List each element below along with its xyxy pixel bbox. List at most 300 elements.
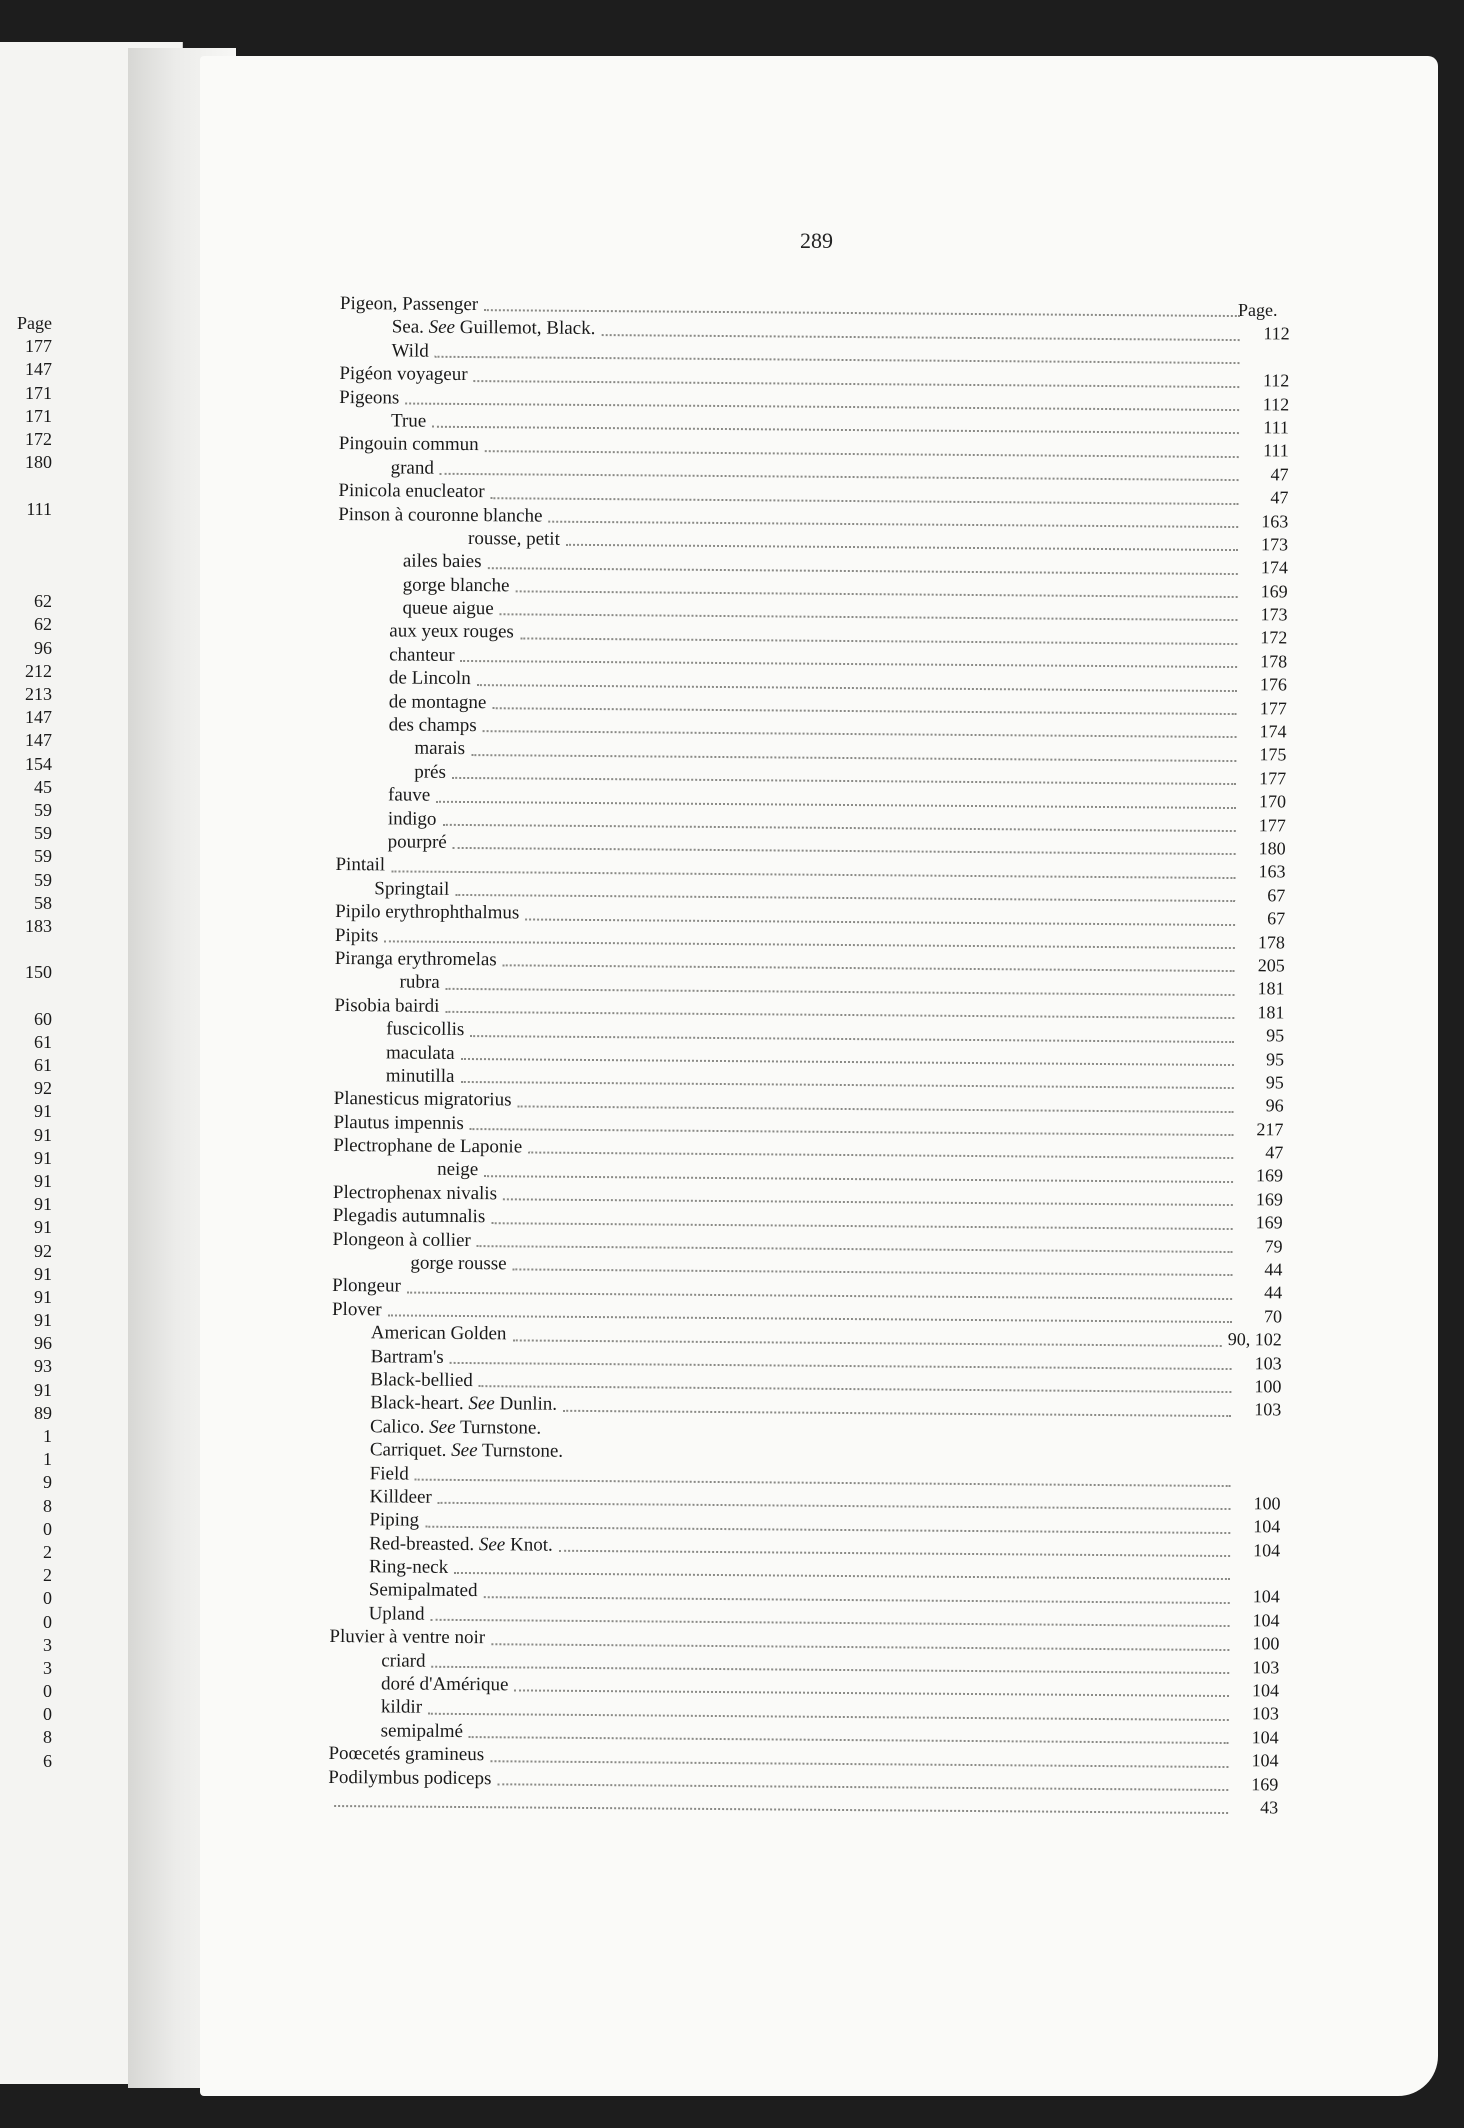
- page-reference: 163: [1258, 861, 1286, 882]
- page-reference: 181: [1257, 1001, 1285, 1023]
- page-reference: 173: [1260, 534, 1289, 555]
- left-page-number: 91: [34, 1147, 52, 1168]
- left-page-number: 45: [34, 776, 52, 797]
- index-term-text: Wild: [391, 340, 429, 362]
- index-term-text: rubra: [399, 971, 440, 994]
- left-page-number: 61: [34, 1031, 52, 1052]
- see-reference: Guillemot, Black.: [459, 317, 596, 340]
- dot-leader: [460, 1081, 1233, 1089]
- dot-leader: [334, 1805, 1228, 1814]
- index-term-text: pourpré: [387, 831, 447, 853]
- left-page-number: 150: [25, 962, 52, 983]
- index-term-text: Pinicola enucleator: [338, 480, 485, 503]
- left-page-number: 3: [43, 1634, 52, 1655]
- dot-leader: [438, 1502, 1231, 1510]
- see-label: See: [468, 1393, 495, 1415]
- dot-leader: [513, 1269, 1233, 1277]
- index-term-text: Pipilo erythrophthalmus: [335, 901, 520, 924]
- page-reference: 173: [1260, 604, 1288, 625]
- dot-leader: [470, 1035, 1234, 1043]
- index-term-text: ailes baies: [402, 550, 482, 573]
- index-term-text: maculata: [385, 1041, 455, 1064]
- dot-leader: [528, 1152, 1233, 1160]
- dot-leader: [450, 1362, 1232, 1370]
- index-term: [339, 363, 467, 386]
- index-term: [332, 1299, 382, 1321]
- index-term-text: gorge rousse: [410, 1252, 507, 1275]
- index-list: [328, 293, 1290, 1821]
- left-page-number: 0: [43, 1611, 52, 1632]
- page-reference: 177: [1259, 697, 1287, 719]
- left-page-number: 212: [25, 660, 52, 681]
- page-reference: 104: [1251, 1727, 1279, 1748]
- page-reference: 104: [1252, 1586, 1280, 1607]
- index-term: [370, 1393, 557, 1416]
- index-term-text: marais: [414, 738, 466, 760]
- dot-leader: [484, 1175, 1233, 1183]
- left-page-number: 0: [43, 1588, 52, 1609]
- left-page-number: 9: [43, 1472, 52, 1493]
- index-term-text: Springtail: [374, 878, 450, 900]
- dot-leader: [425, 1525, 1230, 1533]
- left-page-number: 91: [34, 1263, 52, 1284]
- dot-leader: [491, 1643, 1229, 1651]
- index-term-text: de montagne: [388, 691, 487, 713]
- left-page-number: 62: [34, 591, 52, 612]
- index-term-text: Plautus impennis: [333, 1111, 464, 1134]
- left-page-number: 93: [34, 1356, 52, 1377]
- index-term-text: Pipits: [334, 924, 379, 946]
- index-term: [338, 480, 484, 503]
- dot-leader: [435, 356, 1240, 364]
- page-reference: 111: [1263, 440, 1289, 461]
- dot-leader: [492, 707, 1236, 715]
- dot-leader: [470, 1128, 1234, 1136]
- index-term: [391, 457, 434, 479]
- dot-leader: [461, 1058, 1234, 1066]
- left-page-number: 89: [34, 1402, 52, 1423]
- index-term-text: doré d'Amérique: [380, 1673, 509, 1696]
- page-reference: 205: [1257, 955, 1285, 976]
- left-page-number: 0: [43, 1681, 52, 1702]
- index-term-text: Pingouin commun: [338, 433, 479, 456]
- index-term-text: American Golden: [370, 1322, 507, 1345]
- index-term-text: Field: [369, 1462, 409, 1485]
- page-reference: 169: [1255, 1212, 1283, 1233]
- left-page-number: 91: [34, 1286, 52, 1307]
- left-page-number: 1: [43, 1449, 52, 1470]
- dot-leader: [432, 426, 1239, 434]
- index-term-text: Plover: [331, 1298, 382, 1321]
- index-term: [328, 1767, 491, 1790]
- index-term: [335, 854, 385, 876]
- index-term-text: Pigéon voyageur: [339, 363, 468, 386]
- dot-leader: [445, 1011, 1234, 1019]
- index-term-text: Planesticus migratorius: [333, 1088, 512, 1111]
- dot-leader: [566, 544, 1238, 551]
- index-term-text: Semipalmated: [368, 1579, 478, 1602]
- index-term: [370, 1439, 563, 1463]
- index-term-text: Carriquet.: [369, 1439, 447, 1462]
- page-reference: 163: [1261, 510, 1289, 531]
- index-term: [388, 831, 447, 853]
- index-term-text: Red-breasted.: [369, 1532, 475, 1555]
- left-page-number: 0: [43, 1704, 52, 1725]
- left-page-number: 180: [25, 452, 52, 473]
- index-term: [370, 1463, 409, 1485]
- page-reference: 170: [1258, 791, 1287, 812]
- index-term: [338, 504, 542, 528]
- dot-leader: [484, 310, 1240, 318]
- index-term: [381, 1650, 425, 1672]
- index-term-text: Black-heart.: [370, 1392, 464, 1415]
- dot-leader: [452, 777, 1236, 785]
- left-page-number: 8: [43, 1495, 52, 1516]
- left-page-number: 91: [34, 1310, 52, 1331]
- index-term: [374, 878, 449, 901]
- index-term: [403, 574, 510, 597]
- page-reference: 172: [1260, 627, 1288, 648]
- dot-leader: [559, 1550, 1230, 1557]
- dot-leader: [512, 1339, 1221, 1347]
- index-term: [369, 1486, 431, 1508]
- index-term: [437, 1159, 478, 1181]
- index-term: [388, 808, 437, 830]
- index-term-text: neige: [437, 1159, 479, 1181]
- left-page-number: Page: [17, 313, 52, 333]
- page-reference: 104: [1253, 1539, 1281, 1561]
- left-page-number: [0, 474, 52, 497]
- index-term-text: Pisobia bairdi: [334, 994, 440, 1017]
- index-term: [332, 1275, 401, 1298]
- index-term-text: de Lincoln: [388, 667, 471, 690]
- index-term: [386, 1042, 455, 1065]
- left-page-number: [0, 938, 52, 961]
- left-page-number: [0, 521, 52, 544]
- left-page-number: 58: [34, 892, 52, 913]
- left-page-number: 92: [34, 1078, 52, 1099]
- dot-leader: [388, 1315, 1232, 1324]
- index-term-text: Poœcetés gramineus: [328, 1743, 485, 1766]
- index-term: [339, 433, 479, 456]
- index-term-text: Plegadis autumnalis: [332, 1205, 486, 1228]
- page-column-label: Page.: [1238, 300, 1278, 320]
- page-reference: 169: [1255, 1189, 1283, 1210]
- page-reference: 217: [1256, 1118, 1284, 1140]
- left-page-number: 96: [34, 637, 52, 658]
- index-term-text: des champs: [388, 714, 477, 737]
- dot-leader: [440, 473, 1239, 481]
- index-term: [369, 1556, 448, 1579]
- page-reference: 47: [1270, 487, 1289, 508]
- index-term-text: Bartram's: [370, 1345, 444, 1368]
- left-page-number: 171: [25, 382, 52, 403]
- index-term-text: Killdeer: [369, 1486, 432, 1508]
- left-page-number: 6: [43, 1750, 52, 1771]
- see-label: See: [429, 1416, 456, 1438]
- dot-leader: [563, 1410, 1231, 1417]
- dot-leader: [455, 894, 1235, 902]
- dot-leader: [391, 870, 1235, 879]
- dot-leader: [442, 824, 1235, 832]
- index-term-text: Calico.: [370, 1416, 425, 1438]
- index-term: [386, 1018, 464, 1041]
- dot-leader: [477, 1245, 1233, 1253]
- page-reference: 176: [1259, 674, 1288, 695]
- page-reference: 104: [1251, 1750, 1279, 1771]
- left-page-number: 60: [34, 1008, 52, 1029]
- index-term-text: kildir: [380, 1696, 423, 1719]
- left-page-number: 91: [34, 1379, 52, 1400]
- index-term: [402, 598, 493, 621]
- page-reference: 67: [1267, 885, 1286, 906]
- page-reference: 177: [1259, 768, 1287, 789]
- index-term: [391, 340, 428, 362]
- dot-leader: [497, 1783, 1228, 1791]
- page-reference: 174: [1259, 721, 1287, 742]
- dot-leader: [453, 847, 1236, 855]
- left-page-numbers: [0, 312, 52, 1773]
- index-term: [328, 1743, 484, 1766]
- index-term: [381, 1697, 422, 1719]
- index-term-text: aux yeux rouges: [389, 620, 514, 643]
- page-reference: 103: [1254, 1399, 1282, 1420]
- index-term-text: True: [390, 410, 427, 432]
- index-term-text: Ring-neck: [368, 1556, 449, 1578]
- index-term: [370, 1369, 473, 1392]
- left-page-number: 62: [34, 614, 52, 635]
- left-page-number: 96: [34, 1333, 52, 1354]
- see-reference: Dunlin.: [499, 1393, 558, 1416]
- index-term-text: semipalmé: [380, 1720, 464, 1742]
- index-term-text: Podilymbus podiceps: [328, 1766, 492, 1789]
- page-reference: 44: [1264, 1259, 1283, 1280]
- page-reference: 104: [1251, 1680, 1280, 1701]
- page-reference: 178: [1257, 931, 1286, 952]
- index-term-text: fuscicollis: [386, 1018, 465, 1041]
- dot-leader: [483, 1596, 1229, 1604]
- index-term-text: criard: [381, 1650, 426, 1672]
- dot-leader: [446, 988, 1235, 996]
- left-page-number: 59: [34, 823, 52, 844]
- dot-leader: [515, 590, 1237, 598]
- page-reference: 104: [1252, 1610, 1280, 1631]
- left-page-number: 91: [34, 1170, 52, 1191]
- page-reference: 103: [1252, 1656, 1280, 1678]
- left-page-number: 91: [34, 1194, 52, 1215]
- index-term-text: Pintail: [335, 854, 386, 876]
- index-term: [414, 761, 446, 783]
- index-term: [381, 1720, 463, 1743]
- left-page-number: [0, 567, 52, 590]
- index-term: [332, 1229, 470, 1252]
- see-label: See: [451, 1440, 478, 1462]
- index-term: [410, 1253, 506, 1276]
- left-page-number: 92: [34, 1240, 52, 1261]
- dot-leader: [405, 402, 1239, 411]
- page-reference: 67: [1267, 908, 1286, 929]
- page-reference: 95: [1265, 1048, 1285, 1069]
- see-reference: Knot.: [509, 1534, 553, 1556]
- index-term-text: Plectrophane de Laponie: [333, 1135, 523, 1158]
- index-term: [371, 1322, 507, 1345]
- index-term-text: minutilla: [385, 1065, 455, 1087]
- dot-leader: [474, 380, 1240, 388]
- page-reference: 44: [1264, 1282, 1283, 1303]
- index-term: [334, 1088, 512, 1111]
- dot-leader: [487, 567, 1237, 575]
- dot-leader: [469, 1736, 1229, 1744]
- dot-leader: [436, 800, 1236, 808]
- index-term: [392, 317, 596, 341]
- index-term-text: Pigeons: [339, 386, 400, 409]
- page-number: 289: [800, 228, 833, 253]
- index-term-text: Plectrophenax nivalis: [332, 1181, 498, 1205]
- index-term: [386, 1065, 455, 1088]
- index-term-text: Pigeon, Passenger: [339, 293, 479, 316]
- index-term: [403, 551, 482, 574]
- page-reference: 47: [1265, 1142, 1284, 1163]
- page-reference: 112: [1262, 370, 1290, 391]
- left-page-number: 154: [25, 753, 52, 774]
- page-reference: 174: [1260, 557, 1288, 578]
- page-reference: 112: [1262, 393, 1290, 415]
- index-term: [369, 1510, 419, 1532]
- left-page-number: 147: [25, 359, 52, 380]
- dot-leader: [477, 684, 1237, 692]
- index-term: [339, 387, 399, 409]
- index-term-text: fauve: [387, 784, 431, 806]
- page-reference: 47: [1270, 464, 1289, 485]
- page-reference: 43: [1260, 1797, 1279, 1818]
- left-page-number: 0: [43, 1518, 52, 1539]
- dot-leader: [491, 1222, 1232, 1230]
- index-term-text: Upland: [368, 1603, 425, 1625]
- dot-leader: [431, 1619, 1230, 1627]
- index-term: [381, 1673, 509, 1696]
- dot-leader: [471, 754, 1236, 762]
- left-page-number: 177: [25, 336, 52, 357]
- dot-leader: [503, 1199, 1233, 1207]
- page-reference: 169: [1260, 580, 1288, 602]
- page-reference: 100: [1253, 1493, 1281, 1514]
- page-reference: 181: [1257, 978, 1285, 999]
- dot-leader: [432, 1666, 1230, 1674]
- index-term-text: Sea.: [391, 316, 425, 339]
- index-term-text: queue aigue: [402, 597, 494, 620]
- left-page-number: 8: [43, 1727, 52, 1748]
- left-page-number: 59: [34, 869, 52, 890]
- dot-leader: [525, 918, 1235, 926]
- page-reference: 111: [1263, 417, 1290, 438]
- left-page-number: 147: [25, 707, 52, 728]
- dot-leader: [415, 1479, 1231, 1487]
- left-page-number: 111: [26, 498, 52, 519]
- dot-leader: [454, 1572, 1230, 1580]
- page-reference: 70: [1263, 1306, 1283, 1327]
- index-term-text: gorge blanche: [402, 574, 510, 597]
- dot-leader: [491, 497, 1239, 505]
- index-term-text: Plongeur: [332, 1275, 401, 1297]
- dot-leader: [490, 1760, 1228, 1768]
- page-reference: 90, 102: [1227, 1329, 1282, 1350]
- left-page-number: 3: [43, 1657, 52, 1678]
- page-reference: 175: [1259, 744, 1287, 765]
- left-page-number: 2: [43, 1541, 52, 1562]
- index-term: [468, 528, 560, 551]
- index-term: [389, 644, 455, 667]
- index-term: [335, 925, 378, 947]
- left-page-number: [0, 984, 52, 1007]
- index-term-text: Black-bellied: [370, 1369, 473, 1392]
- index-term: [371, 1346, 444, 1369]
- index-term: [333, 1135, 522, 1158]
- index-term-text: Plongeon à collier: [332, 1228, 471, 1251]
- index-term: [389, 668, 471, 691]
- page-reference: 79: [1264, 1235, 1283, 1257]
- index-term: [335, 948, 497, 971]
- page-reference: 112: [1263, 323, 1290, 344]
- index-term: [329, 1626, 485, 1649]
- dot-leader: [517, 1105, 1233, 1113]
- index-term: [333, 1205, 486, 1228]
- left-page-number: 91: [34, 1124, 52, 1145]
- page-reference: 180: [1258, 838, 1286, 859]
- page-reference: 100: [1254, 1376, 1282, 1397]
- page-reference: 177: [1258, 814, 1286, 836]
- left-page-number: 183: [25, 915, 52, 936]
- left-page-number: 59: [34, 846, 52, 867]
- left-page-number: 59: [34, 799, 52, 820]
- page-reference: 169: [1256, 1165, 1284, 1186]
- index-term-text: grand: [390, 457, 434, 479]
- left-page-number: 213: [25, 684, 52, 704]
- index-term: [333, 1182, 497, 1205]
- index-term: [389, 691, 487, 714]
- dot-leader: [384, 940, 1235, 949]
- page-reference: 95: [1265, 1072, 1284, 1093]
- index-term: [369, 1580, 478, 1603]
- page-reference: 96: [1265, 1095, 1284, 1116]
- index-term-text: prés: [414, 761, 446, 783]
- page-reference: 100: [1252, 1633, 1280, 1654]
- index-term: [414, 738, 465, 760]
- dot-leader: [461, 660, 1238, 668]
- index-term-text: Piranga erythromelas: [334, 947, 497, 971]
- dot-leader: [548, 521, 1238, 528]
- dot-leader: [514, 1690, 1229, 1698]
- left-page-number: 2: [43, 1565, 52, 1586]
- see-reference: Turnstone.: [459, 1416, 542, 1439]
- page-reference: 103: [1251, 1703, 1279, 1724]
- index-term: [370, 1416, 541, 1439]
- index-term-text: Piping: [369, 1509, 420, 1531]
- left-page-number: 147: [25, 730, 52, 751]
- index-term: [388, 785, 430, 807]
- dot-leader: [479, 1385, 1232, 1393]
- dot-leader: [500, 614, 1238, 622]
- left-page-number: 61: [34, 1055, 52, 1075]
- see-label: See: [428, 317, 456, 339]
- see-reference: Turnstone.: [481, 1440, 564, 1462]
- index-term: [389, 714, 477, 737]
- index-term-text: indigo: [387, 807, 437, 830]
- page-reference: 103: [1254, 1352, 1282, 1374]
- index-term: [389, 621, 514, 644]
- index-term: [334, 995, 439, 1018]
- index-term: [391, 410, 426, 432]
- index-term: [333, 1112, 464, 1135]
